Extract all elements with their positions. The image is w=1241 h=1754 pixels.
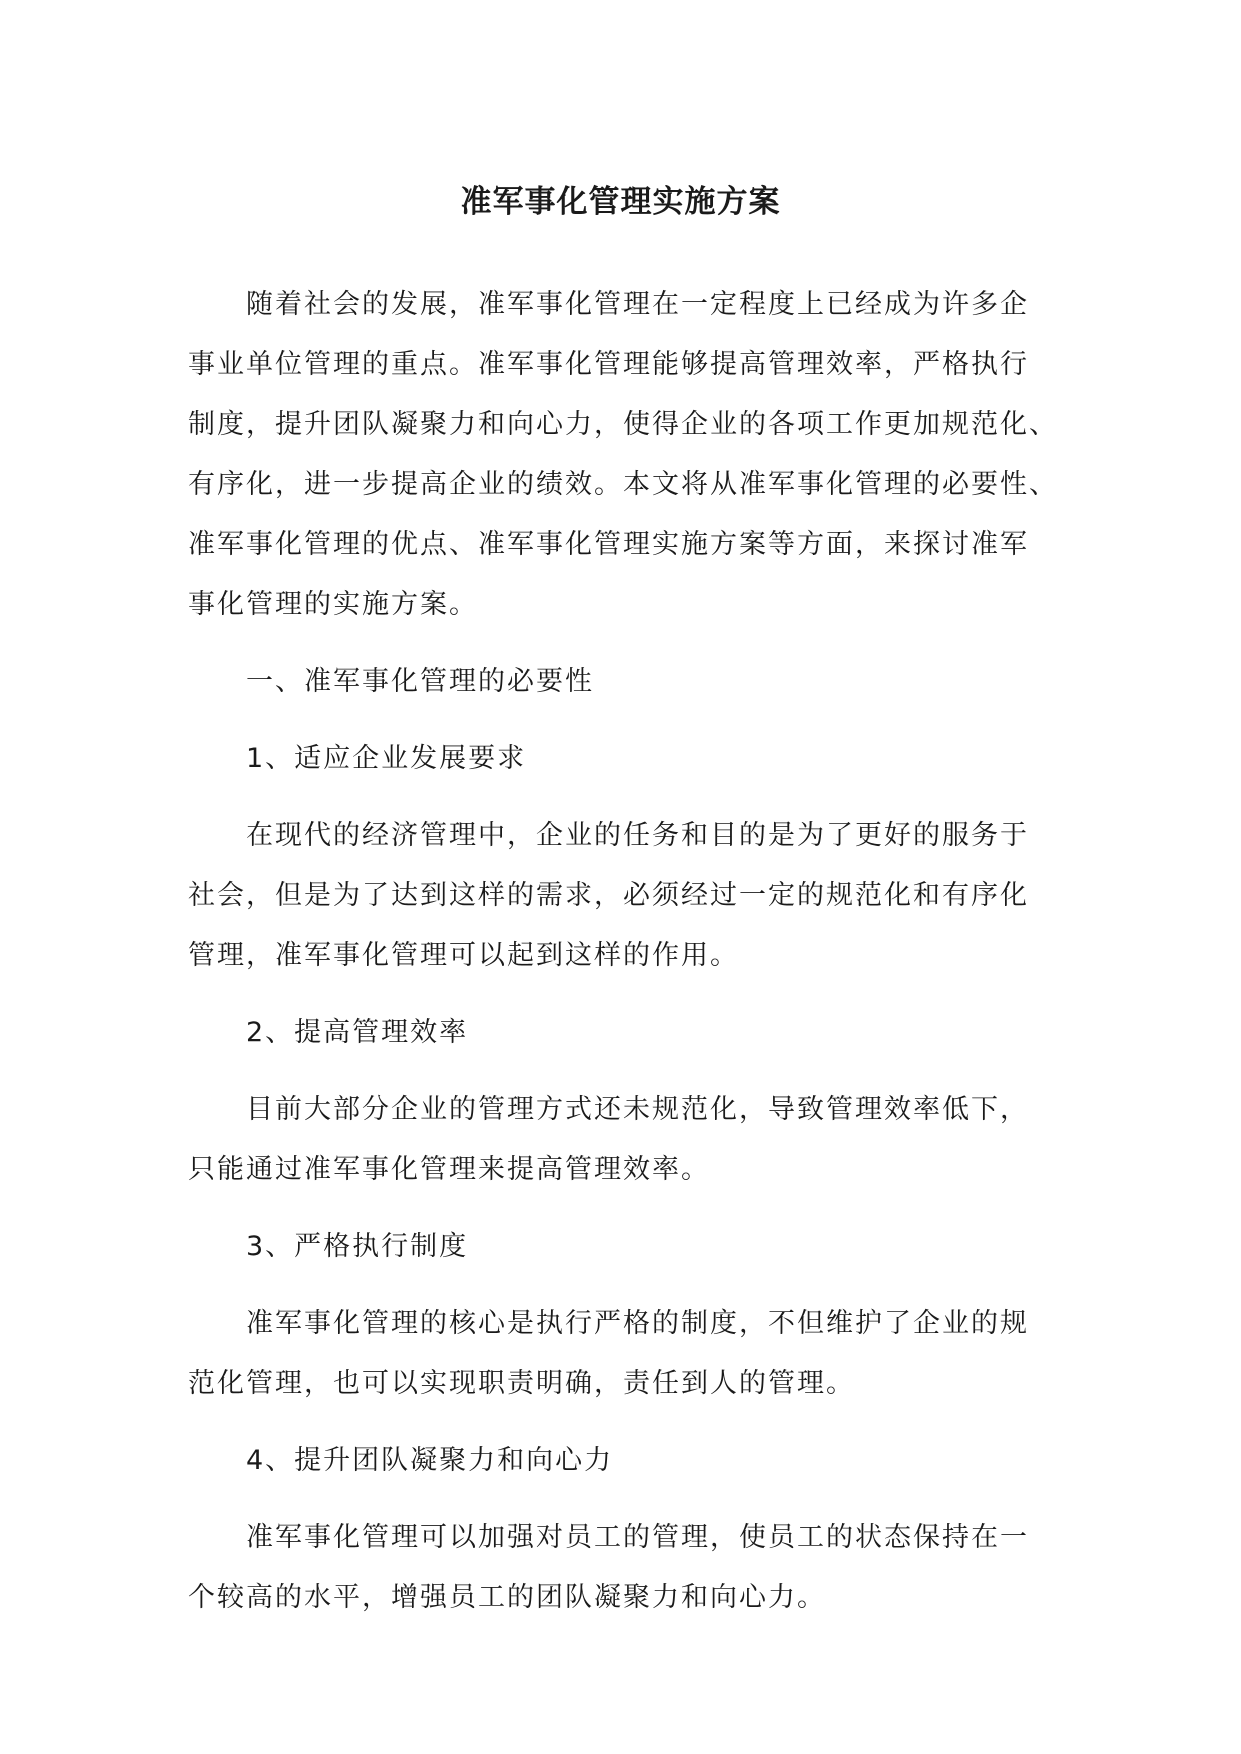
item-heading: 3、严格执行制度 <box>246 1231 469 1262</box>
item-heading: 1、适应企业发展要求 <box>246 743 527 774</box>
item-heading: 2、提高管理效率 <box>246 1017 469 1048</box>
intro-paragraph <box>188 275 1068 635</box>
paragraph-line: 目前大部分企业的管理方式还未规范化，导致管理效率低下， <box>246 1094 1029 1125</box>
paragraph-line: 随着社会的发展，准军事化管理在一定程度上已经成为许多企 <box>246 289 1029 320</box>
item-paragraph <box>188 1080 1068 1200</box>
item-paragraph <box>188 806 1068 986</box>
paragraph-line: 社会，但是为了达到这样的需求，必须经过一定的规范化和有序化 <box>188 880 1029 911</box>
paragraph-line: 事化管理的实施方案。 <box>188 589 478 620</box>
paragraph-line: 事业单位管理的重点。准军事化管理能够提高管理效率，严格执行 <box>188 349 1029 380</box>
section-heading: 一、准军事化管理的必要性 <box>246 666 594 697</box>
paragraph-line: 准军事化管理的优点、准军事化管理实施方案等方面，来探讨准军 <box>188 529 1029 560</box>
document-body <box>188 275 1068 1628</box>
paragraph-line: 有序化，进一步提高企业的绩效。本文将从准军事化管理的必要性、 <box>188 469 1058 500</box>
document-title: 准军事化管理实施方案 <box>460 184 781 220</box>
paragraph-line: 在现代的经济管理中，企业的任务和目的是为了更好的服务于 <box>246 820 1029 851</box>
paragraph-line: 只能通过准军事化管理来提高管理效率。 <box>188 1154 710 1185</box>
paragraph-line: 管理，准军事化管理可以起到这样的作用。 <box>188 940 739 971</box>
paragraph-line: 范化管理，也可以实现职责明确，责任到人的管理。 <box>188 1368 855 1399</box>
paragraph-line: 准军事化管理的核心是执行严格的制度，不但维护了企业的规 <box>246 1308 1029 1339</box>
paragraph-line: 个较高的水平，增强员工的团队凝聚力和向心力。 <box>188 1582 826 1613</box>
item-paragraph <box>188 1294 1068 1414</box>
item-paragraph <box>188 1508 1068 1628</box>
paragraph-line: 制度，提升团队凝聚力和向心力，使得企业的各项工作更加规范化、 <box>188 409 1058 440</box>
paragraph-line: 准军事化管理可以加强对员工的管理，使员工的状态保持在一 <box>246 1522 1029 1553</box>
item-heading: 4、提升团队凝聚力和向心力 <box>246 1445 614 1476</box>
